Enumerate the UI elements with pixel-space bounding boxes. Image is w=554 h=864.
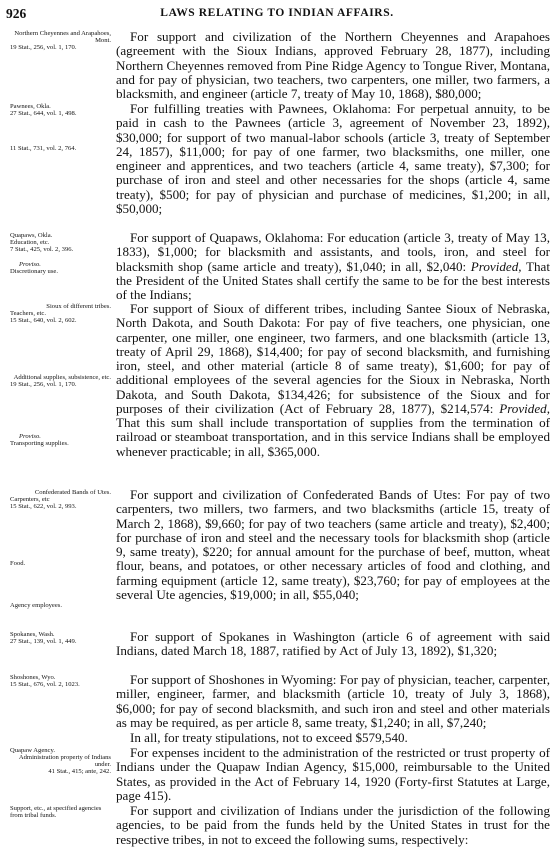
paragraph-text: For support of Quapaws, Oklahoma: For education (article 3, treaty of May 13, 1833), $1,000; for blacksmith and assistants, and tools, iron, and steel for blacksmith shop (same article and treaty), $1,040; in all, $2,040: [116, 230, 550, 274]
margin-heading: Quapaws, Okla. [10, 232, 53, 239]
margin-citation: 27 Stat., 644, vol. 1, 498. [10, 110, 77, 118]
paragraph [116, 231, 550, 302]
margin-citation: 15 Stat., 622, vol. 2, 993. [10, 503, 77, 511]
margin-subheading: Administration property of Indians under. [18, 754, 111, 769]
margin-heading: Northern Cheyennes and Arapahoes, Mont. [14, 30, 111, 45]
margin-note [3, 489, 111, 510]
paragraph-text: That this sum shall include transportation of supplies from the termination of railroad or steamboat transportation, and in this service Indians shall be employed whenever practicable; in all, $365,000. [116, 415, 550, 459]
paragraph-text: For support of Sioux of different tribes, including Santee Sioux of Nebraska, North Dakota, and South Dakota: For pay of five teachers, one physician, one carpenter, one miller, one engineer, two farmers, and one blacksmith (article 13, treaty of April 29, 1868), $14,400; for pay of second blacksmith, and furnishing iron, steel, and other material (article 8 of same treaty), $1,600; for pay of additional employees of the several agencies for the Sioux in Nebraska, North Dakota, and South Dakota, $134,426; for subsistence of the Sioux and for purposes of their civilization (Act of February 28, 1877), $214,574: [116, 301, 550, 416]
margin-subheading: Carpenters, etc [10, 496, 50, 504]
margin-subheading: Teachers, etc. [10, 310, 46, 318]
margin-citation: 41 Stat., 415; ante, 242. [48, 768, 111, 776]
margin-note [3, 747, 111, 775]
paragraph: For support of Spokanes in Washington (article 6 of agreement with said Indians, dated March 18, 1887, ratified by Act of July 13, 1892), $1,320; [116, 629, 550, 659]
margin-citation: 11 Stat., 731, vol. 2, 764. [10, 145, 77, 152]
paragraph: For support and civilization of the Northern Cheyennes and Arapahoes (agreement with the Sioux Indians, approved February 28, 1877), including Northern Cheyennes removed from Pine Ridge Agency to Tongue River, Montana, and for pay of physician, two teachers, two carpenters, one miller, two farmers, a blacksmith, and engineer (article 7, treaty of May 10, 1868), $80,000; [116, 29, 550, 101]
margin-heading: Sioux of different tribes. [46, 303, 111, 310]
margin-heading: Quapaw Agency. [10, 747, 55, 754]
margin-note [3, 303, 111, 324]
margin-citation: 15 Stat., 640, vol. 2, 602. [10, 317, 77, 325]
paragraph: For fulfilling treaties with Pawnees, Oklahoma: For perpetual annuity, to be paid in cash to the Pawnees (article 3, agreement of November 23, 1892), $30,000; for support of two manual-labor schools (article 3, treaty of September 24, 1857), $11,000; for pay of one farmer, two blacksmiths, one miller, one engineer and apprentices, and two teachers (article 4, same treaty), $7,300; for purchase of iron and steel and other necessaries for the shops (article 4, same treaty), $500; for pay of physician and purchase of medicines, $1,200; in all, $50,000; [116, 101, 550, 216]
margin-subheading: Additional supplies, subsistence, etc. [13, 374, 111, 381]
paragraph: In all, for treaty stipulations, not to exceed $579,540. [130, 730, 408, 745]
margin-heading: Support, etc., at specified agencies from tribal funds. [10, 805, 102, 820]
margin-citation: 15 Stat., 676, vol. 2, 1023. [10, 681, 80, 689]
margin-note [3, 560, 111, 567]
margin-note [3, 374, 111, 388]
margin-note [3, 103, 111, 117]
page-header [0, 6, 554, 26]
margin-heading: Pawnees, Okla. [10, 103, 51, 110]
margin-subheading: Education, etc. [10, 239, 50, 247]
margin-note [3, 805, 111, 819]
margin-heading: Shoshones, Wyo. [10, 674, 56, 681]
page-number: 926 [6, 6, 27, 21]
margin-note [3, 232, 111, 253]
proviso-label: Proviso. [19, 261, 41, 268]
margin-citation: 27 Stat., 139, vol. 1, 449. [10, 638, 77, 646]
margin-proviso [3, 433, 111, 447]
margin-subheading: Agency employees. [10, 602, 62, 609]
proviso-label: Proviso. [19, 433, 41, 440]
paragraph: For support and civilization of Confederated Bands of Utes: For pay of two carpenters, two millers, two farmers, and two blacksmiths (article 15, treaty of March 2, 1868), $9,660; for pay of two teachers (same article and treaty), $2,400; for purchase of iron and steel and the necessary tools for blacksmith shop (article 9, same treaty), $220; for annual amount for the purchase of beef, mutton, wheat flour, beans, and potatoes, or other necessary articles of food and clothing, and farming equipment (article 12, same treaty), $23,760; for pay of employees at the several Ute agencies, $19,000; in all, $55,040; [116, 487, 550, 602]
proviso-word: Provided, [470, 258, 522, 274]
proviso-subject: Transporting supplies. [10, 440, 69, 448]
paragraph [116, 302, 550, 459]
paragraph: For support of Shoshones in Wyoming: For pay of physician, teacher, carpenter, miller, engineer, farmer, and blacksmith (article 10, treaty of July 3, 1868), $6,000; for pay of second blacksmith, and such iron and steel and other materials as may be required, as per article 8, same treaty, $1,240; in all, $7,240; [116, 672, 550, 730]
margin-note [3, 145, 111, 152]
margin-note [3, 674, 111, 688]
margin-note [3, 602, 111, 609]
margin-note [3, 631, 111, 645]
margin-citation: 7 Stat., 425, vol. 2, 396. [10, 246, 74, 254]
margin-note [3, 30, 111, 51]
proviso-word: Provided, [499, 400, 550, 416]
margin-heading: Confederated Bands of Utes. [34, 489, 111, 496]
margin-subheading: Food. [10, 560, 26, 567]
margin-citation: 19 Stat., 256, vol. 1, 170. [10, 381, 77, 389]
margin-proviso [3, 261, 111, 275]
paragraph: For support and civilization of Indians under the jurisdiction of the following agencies, to be paid from the funds held by the United States in trust for the respective tribes, in not to exceed the following sums, respectively: [116, 803, 550, 847]
proviso-subject: Discretionary use. [10, 268, 58, 276]
paragraph-text: That the President of the United States shall certify the same to be for the best interests of the Indians; [116, 258, 550, 302]
margin-heading: Spokanes, Wash. [10, 631, 55, 638]
paragraph: For expenses incident to the administration of the restricted or trust property of Indians under the Quapaw Indian Agency, $15,000, reimbursable to the United States, as provided in the Act of February 14, 1920 (Forty-first Statutes at Large, page 415). [116, 745, 550, 803]
margin-citation: 19 Stat., 256, vol. 1, 170. [10, 44, 77, 52]
running-title: LAWS RELATING TO INDIAN AFFAIRS. [160, 7, 394, 19]
